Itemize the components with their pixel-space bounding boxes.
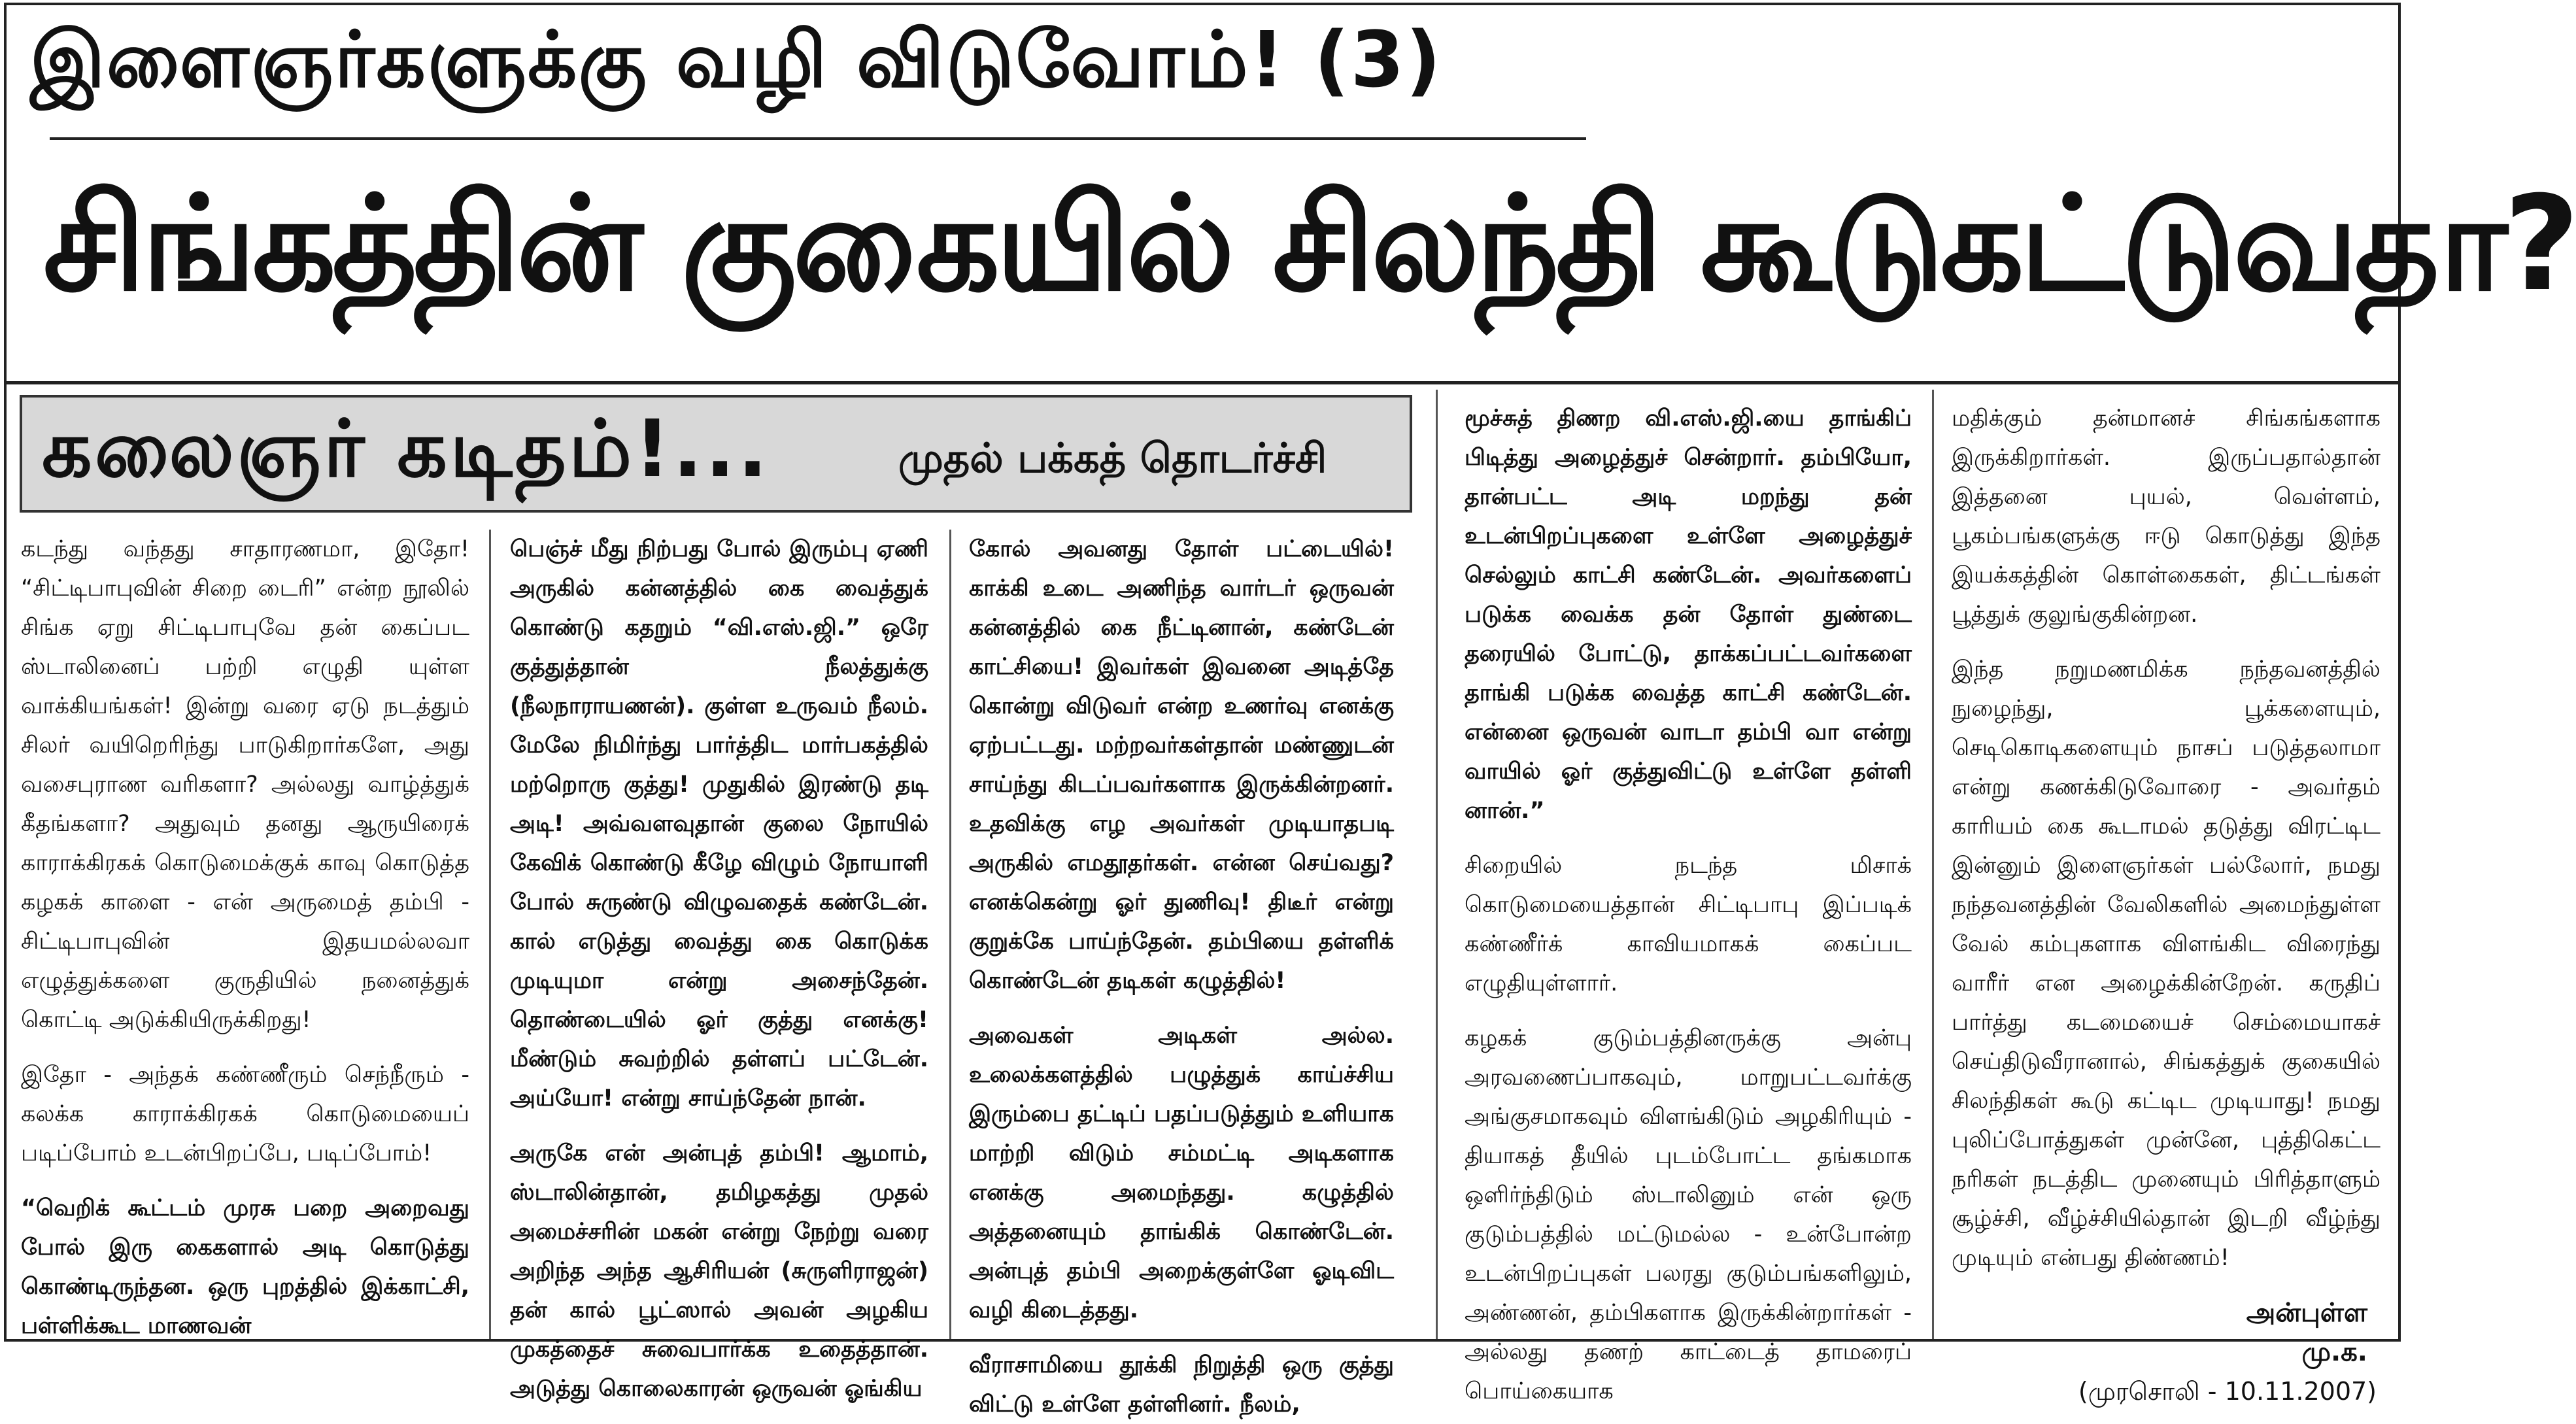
paragraph: கோல் அவனது தோள் பட்டையில்! காக்கி உடை அணிந்த வார்டர் ஒருவன் கன்னத்தில் கை நீட்டினான், கண்டேன் காட்சியை! இவர்கள் இவனை அடித்தே கொன்று விடுவர் என்ற உணர்வு எனக்கு ஏற்பட்டது. மற்றவர்கள்தான் மண்ணுடன் சாய்ந்து கிடப்பவர்களாக இருக்கின்றனர். உதவிக்கு எழ அவர்கள் முடியாதபடி அருகில் எமதூதர்கள். என்ன செய்வது? எனக்கென்று ஓர் துணிவு! திடீர் என்று குறுக்கே பாய்ந்தேன். தம்பியை தள்ளிக் கொண்டேன் தடிகள் கழுத்தில்! xyxy=(969,536,1394,994)
article-column-4 xyxy=(1465,399,1912,1404)
paragraph: அருகே என் அன்புத் தம்பி! ஆமாம், ஸ்டாலின்தான், தமிழகத்து முதல் அமைச்சரின் மகன் என்று நேற்று வரை அறிந்த அந்த ஆசிரியன் (சுருளிராஜன்) தன் கால் பூட்ஸால் அவன் அழகிய முகத்தைச் சுவைபார்க்க உதைத்தான். அடுத்து கொலைகாரன் ஒருவன் ஓங்கிய xyxy=(510,1140,928,1402)
column-rule xyxy=(489,530,491,1339)
paragraph: அவைகள் அடிகள் அல்ல. உலைக்களத்தில் பழுத்துக் காய்ச்சிய இரும்பை தட்டிப் பதப்படுத்தும் உளியாக மாற்றி விடும் சம்மட்டி அடிகளாக எனக்கு அமைந்தது. கழுத்தில் அத்தனையும் தாங்கிக் கொண்டேன். அன்புத் தம்பி அறைக்குள்ளே ஓடிவிட வழி கிடைத்தது. xyxy=(969,1023,1394,1323)
paragraph: இதோ - அந்தக் கண்ணீரும் செந்நீரும் - கலக்க காராக்கிரகக் கொடுமையைப் படிப்போம் உடன்பிறப்பே, படிப்போம்! xyxy=(21,1062,469,1166)
source-citation: (முரசொலி - 10.11.2007) xyxy=(2078,1377,2377,1406)
article-column-3 xyxy=(969,530,1394,1417)
kicker-heading: இளைஞர்களுக்கு வழி விடுவோம்! (3) xyxy=(30,14,1442,105)
paragraph: மூச்சுத் திணற வி.எஸ்.ஜி.யை தாங்கிப் பிடித்து அழைத்துச் சென்றார். தம்பியோ, தான்பட்ட அடி மறந்து தன் உடன்பிறப்புகளை உள்ளே அழைத்துச் செல்லும் காட்சி கண்டேன். அவர்களைப் படுக்க வைக்க தன் தோள் துண்டை தரையில் போட்டு, தாக்கப்பட்டவர்களை தாங்கி படுக்க வைத்த காட்சி கண்டேன். என்னை ஒருவன் வாடா தம்பி வா என்று வாயில் ஓர் குத்துவிட்டு உள்ளே தள்ளி னான்.” xyxy=(1465,405,1912,824)
paragraph: வீராசாமியை தூக்கி நிறுத்தி ஒரு குத்து விட்டு உள்ளே தள்ளினர். நீலம், xyxy=(969,1352,1394,1417)
article-column-1 xyxy=(21,530,469,1340)
kicker-rule xyxy=(50,137,1586,140)
column-rule xyxy=(1932,390,1934,1339)
continuation-label: முதல் பக்கத் தொடர்ச்சி xyxy=(898,434,1327,482)
paragraph: சிறையில் நடந்த மிசாக் கொடுமையைத்தான் சிட்டிபாபு இப்படிக் கண்ணீர்க் காவியமாகக் கைப்பட எழுதியுள்ளார். xyxy=(1465,853,1912,996)
signature-salutation: அன்புள்ள xyxy=(2246,1298,2367,1328)
article-column-5 xyxy=(1952,399,2381,1406)
paragraph: பெஞ்ச் மீது நிற்பது போல் இரும்பு ஏணி அருகில் கன்னத்தில் கை வைத்துக் கொண்டு கதறும் “வி.எஸ்.ஜி.” ஒரே குத்துத்தான் நீலத்துக்கு (நீலநாராயணன்). குள்ள உருவம் நீலம். மேலே நிமிர்ந்து பார்த்திட மார்பகத்தில் மற்றொரு குத்து! முதுகில் இரண்டு தடி அடி! அவ்வளவுதான் குலை நோயில் கேவிக் கொண்டு கீழே விழும் நோயாளி போல் சுருண்டு விழுவதைக் கண்டேன். கால் எடுத்து வைத்து கை கொடுக்க முடியுமா என்று அசைந்தேன். தொண்டையில் ஓர் குத்து எனக்கு! மீண்டும் சுவற்றில் தள்ளப் பட்டேன். அய்யோ! என்று சாய்ந்தேன் நான். xyxy=(510,536,928,1111)
paragraph: கழகக் குடும்பத்தினருக்கு அன்பு அரவணைப்பாகவும், மாறுபட்டவர்க்கு அங்குசமாகவும் விளங்கிடும் அழகிரியும் - தியாகத் தீயில் புடம்போட்ட தங்கமாக ஒளிர்ந்திடும் ஸ்டாலினும் என் ஒரு குடும்பத்தில் மட்டுமல்ல - உன்போன்ற உடன்பிறப்புகள் பலரது குடும்பங்களிலும், அண்ணன், தம்பிகளாக இருக்கின்றார்கள் - அல்லது தணற் காட்டைத் தாமரைப் பொய்கையாக xyxy=(1465,1025,1912,1404)
paragraph: “வெறிக் கூட்டம் முரசு பறை அறைவது போல் இரு கைகளால் அடி கொடுத்து கொண்டிருந்தன. ஒரு புறத்தில் இக்காட்சி, பள்ளிக்கூட மாணவன் xyxy=(21,1195,469,1339)
column-rule xyxy=(1436,390,1438,1339)
main-headline: சிங்கத்தின் குகையில் சிலந்தி கூடுகட்டுவதா? xyxy=(43,168,2576,320)
subhead-title: கலைஞர் கடிதம்!... xyxy=(42,404,770,495)
paragraph: இந்த நறுமணமிக்க நந்தவனத்தில் நுழைந்து, பூக்களையும், செடிகொடிகளையும் நாசப் படுத்தலாமா என்று கணக்கிடுவோரை - அவர்தம் காரியம் கை கூடாமல் தடுத்து விரட்டிட இன்னும் இளைஞர்கள் பல்லோர், நமது நந்தவனத்தின் வேலிகளில் அமைந்துள்ள வேல் கம்புகளாக விளங்கிட விரைந்து வாரீர் என அழைக்கின்றேன். கருதிப் பார்த்து கடமையைச் செம்மையாகச் செய்திடுவீரானால், சிங்கத்துக் குகையில் சிலந்திகள் கூடு கட்டிட முடியாது! நமது புலிப்போத்துகள் முன்னே, புத்திகெட்ட நரிகள் நடத்திட முனையும் பிரித்தாளும் சூழ்ச்சி, வீழ்ச்சியில்தான் இடறி வீழ்ந்து முடியும் என்பது திண்ணம்! xyxy=(1952,656,2381,1271)
signature-initials: மு.க. xyxy=(2301,1337,2367,1367)
paragraph: கடந்து வந்தது சாதாரணமா, இதோ! “சிட்டிபாபுவின் சிறை டைரி” என்ற நூலில் சிங்க ஏறு சிட்டிபாபுவே தன் கைப்பட ஸ்டாலினைப் பற்றி எழுதி யுள்ள வாக்கியங்கள்! இன்று வரை ஏடு நடத்தும் சிலர் வயிறெரிந்து பாடுகிறார்களே, அது வசைபுராண வரிகளா? அல்லது வாழ்த்துக் கீதங்களா? அதுவும் தனது ஆருயிரைக் காராக்கிரகக் கொடுமைக்குக் காவு கொடுத்த கழகக் காளை - என் அருமைத் தம்பி - சிட்டிபாபுவின் இதயமல்லவா எழுத்துக்களை குருதியில் நனைத்துக் கொட்டி அடுக்கியிருக்கிறது! xyxy=(21,536,469,1033)
subhead-box xyxy=(20,395,1412,513)
column-rule xyxy=(949,530,951,1339)
headline-box xyxy=(4,3,2576,384)
paragraph: மதிக்கும் தன்மானச் சிங்கங்களாக இருக்கிறார்கள். இருப்பதால்தான் இத்தனை புயல், வெள்ளம், பூகம்பங்களுக்கு ஈடு கொடுத்து இந்த இயக்கத்தின் கொள்கைகள், திட்டங்கள் பூத்துக் குலுங்குகின்றன. xyxy=(1952,405,2381,628)
article-column-2 xyxy=(510,530,928,1402)
